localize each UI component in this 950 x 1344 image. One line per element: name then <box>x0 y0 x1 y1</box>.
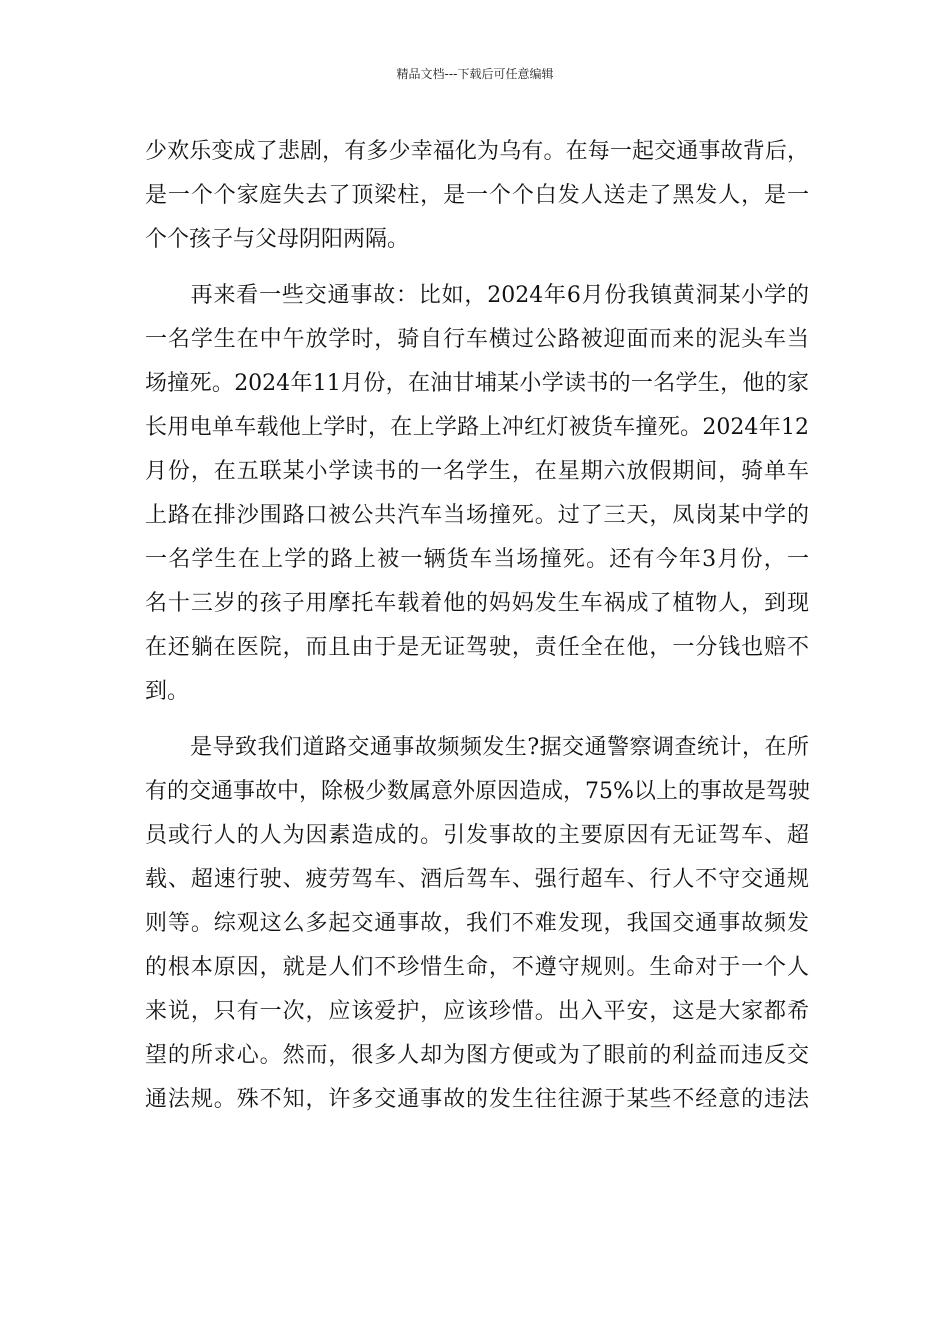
text-line: 来说，只有一次，应该爱护，应该珍惜。出入平安，这是大家都希 <box>145 999 809 1024</box>
text-line: 的根本原因，就是人们不珍惜生命，不遵守规则。生命对于一个人 <box>145 955 809 980</box>
text-line: 一名学生在中午放学时，骑自行车横过公路被迎面而来的泥头车当 <box>145 327 809 352</box>
text-line: 长用电单车载他上学时，在上学路上冲红灯被货车撞死。2024年12 <box>145 415 809 440</box>
page-header: 精品文档---下载后可任意编辑 <box>396 67 554 81</box>
text-line: 望的所求心。然而，很多人却为图方便或为了眼前的利益而违反交 <box>145 1043 809 1068</box>
text-line: 员或行人的人为因素造成的。引发事故的主要原因有无证驾车、超 <box>145 823 809 848</box>
text-line: 载、超速行驶、疲劳驾车、酒后驾车、强行超车、行人不守交通规 <box>145 867 809 892</box>
paragraph-1 <box>145 130 809 262</box>
paragraph-2 <box>145 274 809 714</box>
document-body <box>145 130 809 1122</box>
text-line: 通法规。殊不知，许多交通事故的发生往往源于某些不经意的违法 <box>145 1087 809 1112</box>
text-line: 少欢乐变成了悲剧，有多少幸福化为乌有。在每一起交通事故背后， <box>145 139 809 164</box>
text-line: 是一个个家庭失去了顶梁柱，是一个个白发人送走了黑发人，是一 <box>145 183 809 208</box>
text-line: 再来看一些交通事故：比如，2024年6月份我镇黄洞某小学的 <box>145 283 809 308</box>
text-line: 有的交通事故中，除极少数属意外原因造成，75%以上的事故是驾驶 <box>145 779 810 804</box>
text-line: 月份，在五联某小学读书的一名学生，在星期六放假期间，骑单车 <box>145 459 809 484</box>
text-line: 在还躺在医院，而且由于是无证驾驶，责任全在他，一分钱也赔不 <box>145 635 809 660</box>
text-line: 一名学生在上学的路上被一辆货车当场撞死。还有今年3月份，一 <box>145 547 809 572</box>
paragraph-3 <box>145 726 809 1122</box>
text-line: 则等。综观这么多起交通事故，我们不难发现，我国交通事故频发 <box>145 911 809 936</box>
paragraph-spacer <box>145 262 809 274</box>
text-line: 个个孩子与父母阴阳两隔。 <box>145 227 410 252</box>
text-line: 场撞死。2024年11月份，在油甘埔某小学读书的一名学生，他的家 <box>145 371 809 396</box>
text-line: 上路在排沙围路口被公共汽车当场撞死。过了三天，凤岗某中学的 <box>145 503 809 528</box>
paragraph-spacer <box>145 714 809 726</box>
text-line: 名十三岁的孩子用摩托车载着他的妈妈发生车祸成了植物人，到现 <box>145 591 809 616</box>
text-line: 是导致我们道路交通事故频频发生?据交通警察调查统计，在所 <box>145 735 809 760</box>
text-line: 到。 <box>145 679 190 704</box>
